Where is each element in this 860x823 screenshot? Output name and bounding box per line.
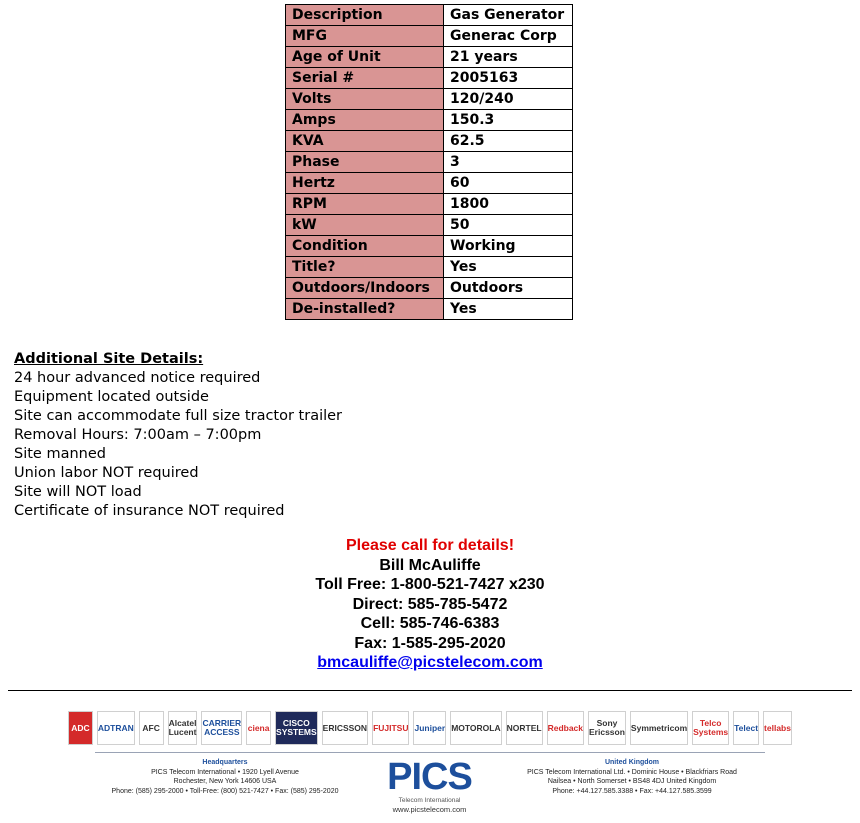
footer-divider [95, 752, 765, 753]
motorola-logo: MOTOROLA [450, 711, 501, 745]
juniper-logo: Juniper [413, 711, 446, 745]
detail-line: Equipment located outside [14, 389, 209, 405]
spec-row [286, 68, 573, 89]
spec-value: Generac Corp [444, 26, 573, 47]
spec-value: 150.3 [444, 110, 573, 131]
spec-value: Working [444, 236, 573, 257]
spec-row [286, 110, 573, 131]
spec-label: KVA [286, 131, 444, 152]
spec-label: Title? [286, 257, 444, 278]
detail-line: Site manned [14, 446, 106, 462]
call-for-details: Please call for details! [345, 537, 515, 554]
spec-label: Volts [286, 89, 444, 110]
spec-value: 62.5 [444, 131, 573, 152]
telect-logo: Telect [733, 711, 759, 745]
spec-label: Serial # [286, 68, 444, 89]
fujitsu-logo: FUJITSU [372, 711, 409, 745]
spec-row [286, 5, 573, 26]
spec-value: 60 [444, 173, 573, 194]
website-link[interactable]: www.picstelecom.com [392, 805, 467, 814]
spec-value: 2005163 [444, 68, 573, 89]
spec-value: 3 [444, 152, 573, 173]
hq-line: Phone: (585) 295-2000 • Toll-Free: (800) 521-7427 • Fax: (585) 295-2020 [111, 787, 339, 795]
spec-label: Hertz [286, 173, 444, 194]
detail-line: Removal Hours: 7:00am – 7:00pm [14, 427, 262, 443]
cisco-logo: CISCO SYSTEMS [275, 711, 318, 745]
contact-block [0, 536, 860, 673]
additional-site-details [14, 350, 342, 521]
cell-number: Cell: 585-746-6383 [360, 615, 500, 632]
detail-line: 24 hour advanced notice required [14, 370, 261, 386]
detail-line: Certificate of insurance NOT required [14, 503, 285, 519]
spec-row [286, 173, 573, 194]
spec-label: Phase [286, 152, 444, 173]
spec-label: De-installed? [286, 299, 444, 320]
adtran-logo: ADTRAN [97, 711, 135, 745]
spec-label: kW [286, 215, 444, 236]
redback-logo: Redback [547, 711, 584, 745]
spec-value: Gas Generator [444, 5, 573, 26]
pics-tagline: Telecom International [398, 797, 461, 804]
spec-row [286, 299, 573, 320]
uk-address [502, 758, 762, 796]
spec-row [286, 26, 573, 47]
uk-line: Phone: +44.127.585.3388 • Fax: +44.127.585.3599 [552, 787, 712, 795]
partner-logo-strip [68, 711, 792, 745]
detail-line: Site will NOT load [14, 484, 142, 500]
spec-row [286, 278, 573, 299]
adc-logo: ADC [68, 711, 93, 745]
hq-title: Headquarters [202, 759, 248, 766]
spec-label: Description [286, 5, 444, 26]
spec-label: RPM [286, 194, 444, 215]
symmetricom-logo: Symmetricom [630, 711, 688, 745]
email-link[interactable]: bmcauliffe@picstelecom.com [317, 654, 543, 671]
equipment-spec-table [285, 4, 573, 320]
uk-line: PICS Telecom International Ltd. • Dominic House • Blackfriars Road [527, 768, 737, 776]
ciena-logo: ciena [246, 711, 271, 745]
toll-free-number: Toll Free: 1-800-521-7427 x230 [315, 576, 545, 593]
fax-number: Fax: 1-585-295-2020 [354, 634, 506, 652]
afc-logo: AFC [139, 711, 164, 745]
spec-row [286, 215, 573, 236]
divider [8, 690, 852, 691]
spec-value: 50 [444, 215, 573, 236]
uk-title: United Kingdom [604, 759, 660, 766]
telco-systems-logo: Telco Systems [692, 711, 729, 745]
spec-label: Outdoors/Indoors [286, 278, 444, 299]
details-heading: Additional Site Details: [14, 351, 204, 367]
spec-value: 120/240 [444, 89, 573, 110]
spec-row [286, 194, 573, 215]
spec-row [286, 257, 573, 278]
spec-value: 21 years [444, 47, 573, 68]
spec-value: 1800 [444, 194, 573, 215]
headquarters-address [95, 758, 355, 796]
spec-label: MFG [286, 26, 444, 47]
spec-row [286, 89, 573, 110]
direct-number: Direct: 585-785-5472 [352, 595, 508, 613]
spec-label: Amps [286, 110, 444, 131]
sony-ericsson-logo: Sony Ericsson [588, 711, 626, 745]
contact-name: Bill McAuliffe [379, 556, 481, 574]
pics-brand [372, 757, 487, 819]
tellabs-logo: tellabs [763, 711, 792, 745]
detail-line: Union labor NOT required [14, 465, 199, 481]
nortel-logo: NORTEL [506, 711, 543, 745]
spec-value: Yes [444, 299, 573, 320]
spec-row [286, 236, 573, 257]
spec-row [286, 152, 573, 173]
hq-line: PICS Telecom International • 1920 Lyell Avenue [151, 768, 299, 776]
alcatel-lucent-logo: Alcatel Lucent [168, 711, 198, 745]
spec-label: Age of Unit [286, 47, 444, 68]
carrier-access-logo: CARRIER ACCESS [201, 711, 242, 745]
detail-line: Site can accommodate full size tractor trailer [14, 408, 343, 424]
ericsson-logo: ERICSSON [322, 711, 368, 745]
spec-value: Yes [444, 257, 573, 278]
spec-row [286, 47, 573, 68]
spec-value: Outdoors [444, 278, 573, 299]
pics-logo: PICS [387, 756, 472, 798]
hq-line: Rochester, New York 14606 USA [173, 778, 277, 785]
spec-row [286, 131, 573, 152]
spec-label: Condition [286, 236, 444, 257]
uk-line: Nailsea • North Somerset • BS48 4DJ United Kingdom [547, 778, 717, 785]
